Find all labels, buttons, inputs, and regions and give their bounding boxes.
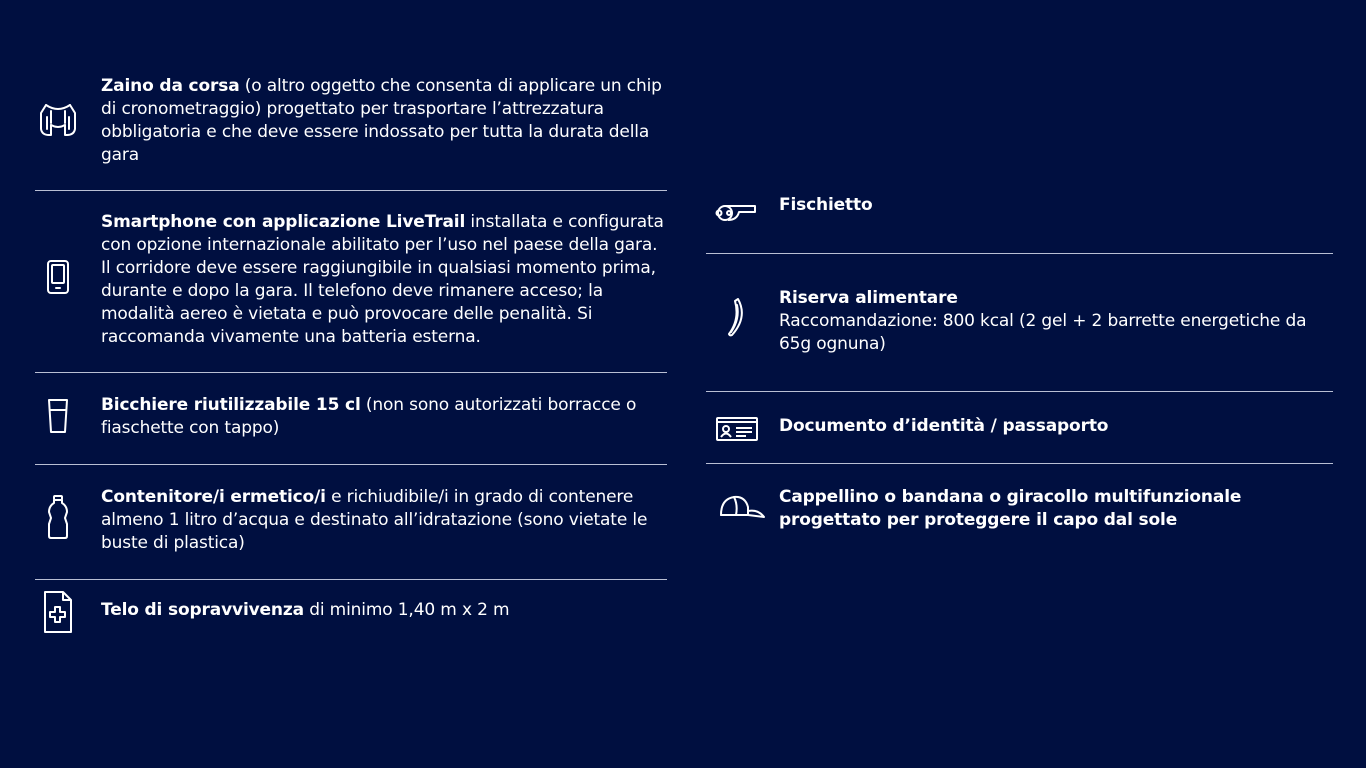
equipment-item-smartphone bbox=[35, 211, 667, 351]
divider bbox=[35, 579, 667, 580]
equipment-description bbox=[779, 194, 1333, 217]
divider bbox=[706, 463, 1333, 464]
equipment-item-whistle bbox=[706, 194, 1333, 222]
divider bbox=[35, 464, 667, 465]
equipment-description bbox=[101, 75, 667, 167]
equipment-details: (o altro oggetto che consenta di applicare un chip di cronometraggio) progettato per trasportare l’attrezzatura obbligatoria e che deve essere indossato per tutta la durata della gara bbox=[101, 76, 662, 165]
equipment-description bbox=[101, 599, 667, 622]
survival-blanket-icon bbox=[41, 588, 75, 636]
cup-icon bbox=[43, 396, 73, 436]
backpack-icon bbox=[37, 97, 79, 141]
equipment-item-cap bbox=[706, 486, 1333, 534]
equipment-details: di minimo 1,40 m x 2 m bbox=[303, 600, 510, 620]
cap-icon bbox=[718, 492, 766, 522]
id-card-icon bbox=[714, 414, 760, 444]
equipment-name: Telo di sopravvivenza bbox=[101, 600, 304, 620]
equipment-item-backpack bbox=[35, 75, 667, 169]
equipment-name: Riserva alimentare bbox=[779, 288, 958, 308]
equipment-description bbox=[101, 394, 667, 440]
equipment-details: e richiudibile/i in grado di contenere almeno 1 litro d’acqua e destinato all’idratazione (sono vietate le buste di plastica) bbox=[101, 487, 648, 553]
equipment-description bbox=[101, 486, 667, 555]
divider bbox=[35, 190, 667, 191]
equipment-name: Contenitore/i ermetico/i bbox=[101, 487, 326, 507]
divider bbox=[35, 372, 667, 373]
equipment-name: Bicchiere riutilizzabile 15 cl bbox=[101, 395, 361, 415]
equipment-details: (non sono autorizzati borracce o fiaschette con tappo) bbox=[101, 395, 637, 438]
banana-icon bbox=[724, 297, 750, 337]
equipment-name: Fischietto bbox=[779, 195, 873, 215]
equipment-details: Raccomandazione: 800 kcal (2 gel + 2 barrette energetiche da 65g ognuna) bbox=[779, 311, 1307, 354]
equipment-name: Smartphone con applicazione LiveTrail bbox=[101, 212, 466, 232]
equipment-description bbox=[101, 211, 667, 349]
equipment-name: Cappellino o bandana o giracollo multifunzionale progettato per proteggere il capo dal sole bbox=[779, 487, 1242, 530]
equipment-description bbox=[779, 287, 1333, 356]
equipment-item-bottle bbox=[35, 486, 667, 558]
bottle-icon bbox=[45, 494, 71, 540]
equipment-item-id-document bbox=[706, 415, 1333, 443]
equipment-item-survival-blanket bbox=[35, 599, 667, 635]
equipment-item-cup bbox=[35, 394, 667, 442]
smartphone-icon bbox=[41, 257, 75, 297]
equipment-name: Documento d’identità / passaporto bbox=[779, 416, 1109, 436]
whistle-icon bbox=[714, 196, 760, 224]
divider bbox=[706, 391, 1333, 392]
equipment-name: Zaino da corsa bbox=[101, 76, 240, 96]
equipment-description bbox=[779, 486, 1333, 532]
equipment-description bbox=[779, 415, 1333, 438]
divider bbox=[706, 253, 1333, 254]
equipment-details: installata e configurata con opzione internazionale abilitato per l’uso nel paese della gara. Il corridore deve essere raggiungibile in qualsiasi momento prima, durante e dopo la gara. Il telefono deve rimanere acceso; la modalità aereo è vietata e può provocare delle penalità. Si raccomanda vivamente una batteria esterna. bbox=[101, 212, 664, 347]
equipment-item-food-reserve bbox=[706, 287, 1333, 359]
